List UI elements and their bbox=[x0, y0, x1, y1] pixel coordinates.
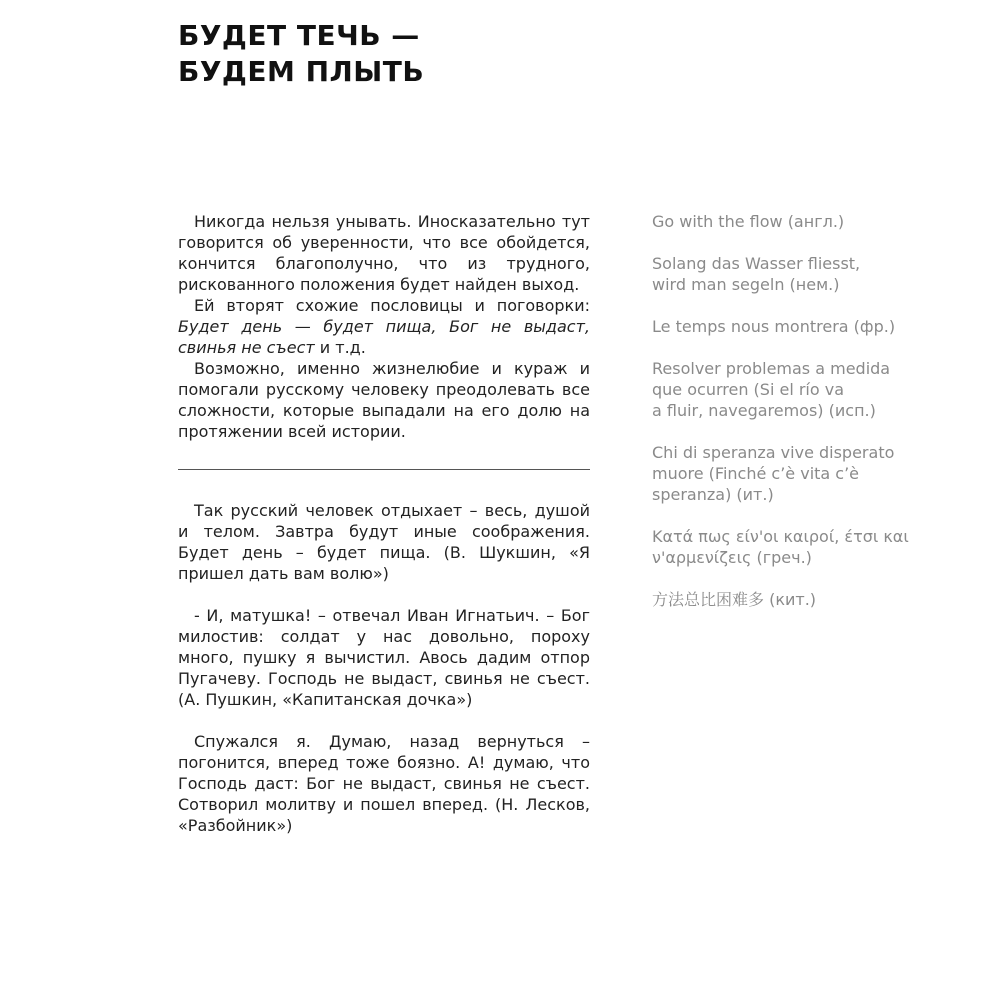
translation-german: Solang das Wasser fliesst, wird man segeln (нем.) bbox=[652, 254, 861, 294]
literary-quotes bbox=[178, 500, 590, 857]
translation-french: Le temps nous montrera (фр.) bbox=[652, 317, 896, 336]
quote-shukshin: Так русский человек отдыхает – весь, душой и телом. Завтра будут иные соображения. Будет день – будет пища. (В. Шукшин, «Я пришел дать вам волю») bbox=[178, 501, 590, 583]
main-paragraph-1: Никогда нельзя унывать. Иносказательно тут говорится об уверенности, что все обойдется, кончится благополучно, что из трудного, рискованного положения будет найден выход. bbox=[178, 212, 590, 294]
translation-english: Go with the flow (англ.) bbox=[652, 212, 845, 231]
quote-pushkin: - И, матушка! – отвечал Иван Игнатьич. – Бог милостив: солдат у нас довольно, пороху много, пушку я вычистил. Авось дадим отпор Пугачеву. Господь не выдаст, свинья не съест. (А. Пушкин, «Капитанская дочка») bbox=[178, 606, 590, 709]
section-divider bbox=[178, 469, 590, 470]
main-paragraph-2-prefix: Ей вторят схожие пословицы и поговорки: bbox=[194, 296, 590, 315]
title-line-2: БУДЕМ ПЛЫТЬ bbox=[178, 55, 425, 88]
translation-italian: Chi di speranza vive disperato muore (Finché c’è vita c’è speranza) (ит.) bbox=[652, 443, 895, 504]
translation-spanish: Resolver problemas a medida que ocurren (Si el río va a fluir, navegaremos) (исп.) bbox=[652, 359, 891, 420]
main-paragraph-3: Возможно, именно жизнелюбие и кураж и помогали русскому человеку преодолевать все сложности, которые выпадали на его долю на протяжении всей истории. bbox=[178, 359, 590, 441]
main-paragraph-2-suffix: и т.д. bbox=[314, 338, 366, 357]
translation-greek: Κατά πως είν'οι καιροί, έτσι και ν'αρμενίζεις (греч.) bbox=[652, 527, 909, 567]
translations-column bbox=[652, 211, 952, 631]
title-line-1: БУДЕТ ТЕЧЬ — bbox=[178, 19, 420, 52]
main-text bbox=[178, 211, 590, 442]
proverbs-italic: Будет день — будет пища, Бог не выдаст, свинья не съест bbox=[178, 317, 590, 357]
main-paragraph-2 bbox=[178, 295, 590, 358]
page-title bbox=[178, 18, 424, 90]
quote-leskov: Спужался я. Думаю, назад вернуться – погонится, вперед тоже боязно. А! думаю, что Господь даст: Бог не выдаст, свинья не съест. Сотворил молитву и пошел вперед. (Н. Лесков, «Разбойник») bbox=[178, 732, 590, 835]
translation-chinese: 方法总比困难多 (кит.) bbox=[652, 590, 817, 609]
